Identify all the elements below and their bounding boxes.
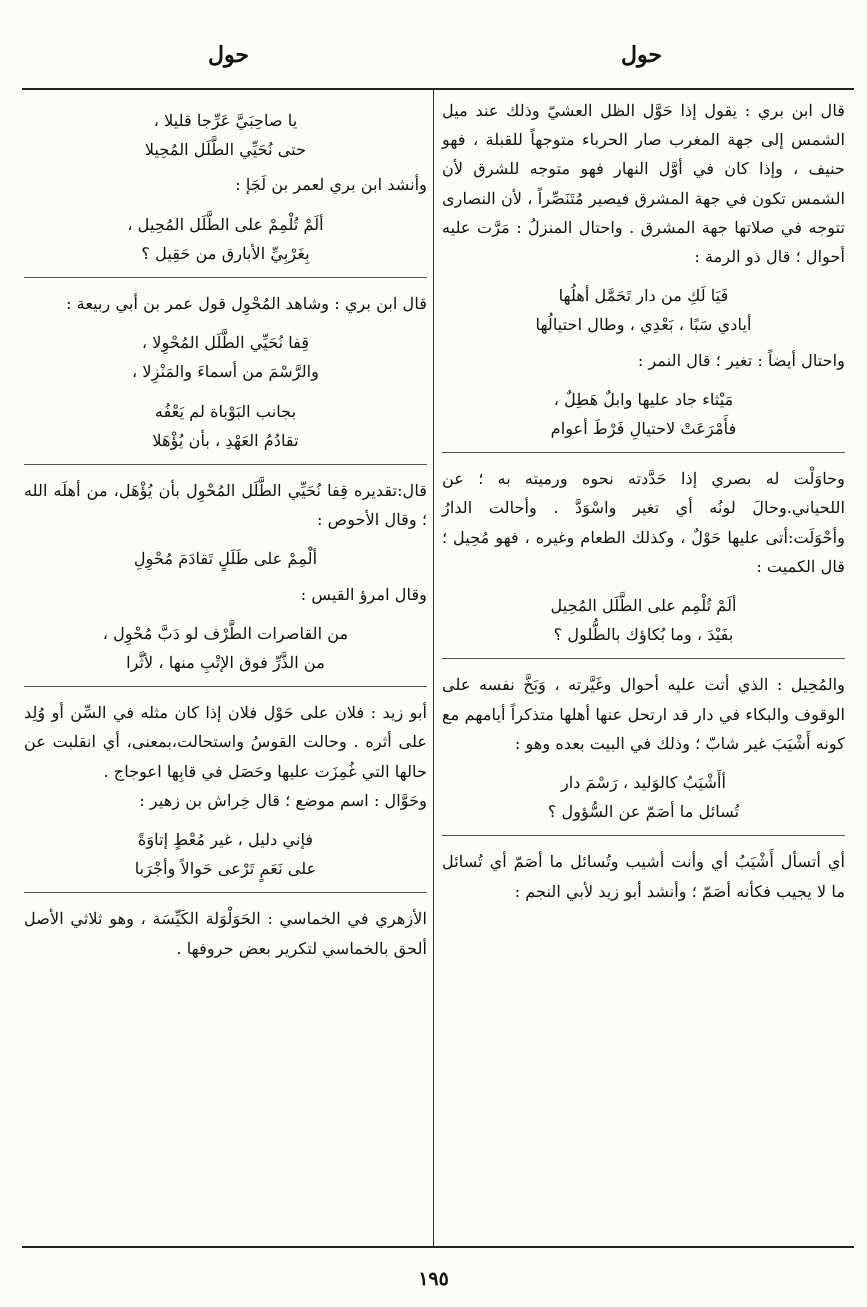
entry-paragraph: قال ابن بري : يقول إذا حَوَّل الظل العشيّ وذلك عند ميل الشمس إلى جهة المغرب صار الحرباء متوجهاً للقبلة ، فهو حنيف ، وإذا كان في أوَّل النهار فهو متوجه للشرق لأن الشمس تكون في جهة المشرق فيصير مُتَنَصِّراً ، لأن النصارى تتوجه في صلاتها جهة المشرق . واحتال المنزلُ : مَرَّت عليه أحوال ؛ قال ذو الرمة : <box>442 101 845 267</box>
verse-block <box>442 591 845 649</box>
header-left-word: حول <box>208 42 249 68</box>
right-column <box>442 96 845 906</box>
verse-line: بِغَرْبِيِّ الأبارق من حَقِيل ؟ <box>141 243 310 263</box>
header-rule <box>22 88 854 90</box>
entry-paragraph: قال:تقديره قِفا نُحَيِّي الطَّلَل المُحْوِل بأن يُؤْهَل، من أهلَه الله ؛ وقال الأحوص : <box>24 481 427 530</box>
section-separator <box>442 452 845 453</box>
verse-block <box>24 825 427 883</box>
entry-paragraph: وقال امرؤ القيس : <box>300 584 427 604</box>
verse-block <box>24 397 427 455</box>
verse-line: تُسائل ما أصَمّ عن السُّؤول ؟ <box>547 802 740 822</box>
header-right-word: حول <box>621 42 662 68</box>
verse-block <box>442 768 845 826</box>
entry-paragraph: واحتال أيضاً : تغير ؛ قال النمر : <box>637 350 845 370</box>
verse-line: على نَعَمٍ تَرْعى حَوالاً وأجْرَبا <box>134 859 317 879</box>
verse-block <box>24 210 427 268</box>
verse-block <box>24 544 427 573</box>
verse-line: يا صاحِبَيَّ عَرِّجا قليلا ، <box>153 111 298 130</box>
footer-rule <box>22 1246 854 1248</box>
verse-line: فإني دليل ، غير مُعْطٍ إتاوَةً <box>137 830 314 850</box>
verse-line: فَيَا لَكِ من دار تَحَمَّل أهلُها <box>558 286 729 306</box>
verse-line: ألَمْ تُلْمِمْ على الطَّلَل المُحِيل ، <box>127 214 324 234</box>
verse-line: ألَمْ تُلْمِم على الطَّلَل المُحِيل <box>550 596 737 616</box>
entry-paragraph: أي أتسأل أَشْيَبُ أي وأنت أشيب وتُسائل ما أصَمّ أي تُسائل ما لا يجيب فكأنه أصَمّ ؛ وأنشد أبو زيد لأبي النجم : <box>442 852 845 901</box>
entry-paragraph: وأنشد ابن بري لعمر بن لَجَإ : <box>235 175 427 195</box>
verse-line: تقادُمُ العَهْدِ ، بأن يُؤْهَلا <box>152 430 299 450</box>
verse-block <box>442 385 845 443</box>
verse-line: حتى نُحَيِّي الطَّلَل المُحِيلا <box>144 140 307 160</box>
verse-line: فأَمْرَعَتْ لاحتيالِ فَرْطَ أعوام <box>550 419 737 439</box>
section-separator <box>24 892 427 893</box>
verse-line: مَيْثاء جاد عليها وابلٌ هَطِلٌ ، <box>553 389 734 409</box>
column-divider <box>433 90 434 1246</box>
verse-line: من القاصرات الطَّرْف لو دَبَّ مُحْوِل ، <box>102 623 349 643</box>
verse-line: أأَشْيَبُ كالوَليد ، رَسْمَ دار <box>560 773 727 793</box>
section-separator <box>24 277 427 278</box>
verse-line: أيادي سَبًا ، بَعْدِي ، وطال احتيالُها <box>535 315 752 335</box>
verse-line: بجانب البَوْباة لم يَعْفُه <box>154 401 297 421</box>
section-separator <box>24 464 427 465</box>
entry-paragraph: قال ابن بري : وشاهد المُحْوِل قول عمر بن أبي ربيعة : <box>66 294 427 314</box>
verse-line: قِفا نُحَيِّي الطَّلَل المُحْوِلا ، <box>141 333 310 353</box>
page-number: ١٩٥ <box>418 1268 449 1290</box>
verse-line: والرَّسْمَ من أسماءَ والمَنْزِلا ، <box>132 362 319 382</box>
left-column <box>24 96 427 963</box>
verse-block <box>24 328 427 386</box>
verse-block <box>24 106 427 164</box>
verse-line: ألْمِمْ على طَلَلٍ تَقادَمَ مُحْوِلِ <box>133 549 318 569</box>
entry-paragraph: أبو زيد : فلان على حَوْل فلان إذا كان مثله في السِّن أو وُلِد على أثره . وحالت القوسُ واستحالت،بمعنى، أي انقلبت عن حالها التي غُمِزَت عليها وحَصَل في قابِها اعوجاج . <box>24 703 427 781</box>
entry-paragraph: والمُحِيل : الذي أتت عليه أحوال وغَيَّرته ، وَبَخَّ نفسه على الوقوف والبكاء في دار قد ارتحل عنها أهلها متذكراً أيامهم مع كونه أَشْيَبَ غير شابّ ؛ وذلك في البيت بعده وهو : <box>442 675 845 753</box>
entry-paragraph: وحاوَلْت له بصري إذا حَدَّدته نحوه ورميته به ؛ عن اللحياني.وحالَ لونُه أي تغير واسْوَدَّ . وأحالت الدارُ وأحْوَلَت:أتى عليها حَوْلٌ ، وكذلك الطعام وغيره ، فهو مُحِيل ؛ قال الكميت : <box>442 469 845 576</box>
verse-block <box>24 619 427 677</box>
entry-paragraph: وحَوَّال : اسم موضع ؛ قال خِراش بن زهير : <box>139 790 427 810</box>
verse-line: من الذَّرِّ فوق الإتْبِ منها ، لأثَّرا <box>126 653 325 673</box>
section-separator <box>24 686 427 687</box>
verse-block <box>442 281 845 339</box>
entry-paragraph: الأزهري في الخماسي : الحَوَلْوَلة الكَيِّسَة ، وهو ثلاثي الأصل ألحق بالخماسي لتكرير بعض حروفها . <box>24 909 427 958</box>
section-separator <box>442 658 845 659</box>
section-separator <box>442 835 845 836</box>
verse-line: بفَيْدَ ، وما بُكاؤك بالطُّلول ؟ <box>553 625 734 645</box>
